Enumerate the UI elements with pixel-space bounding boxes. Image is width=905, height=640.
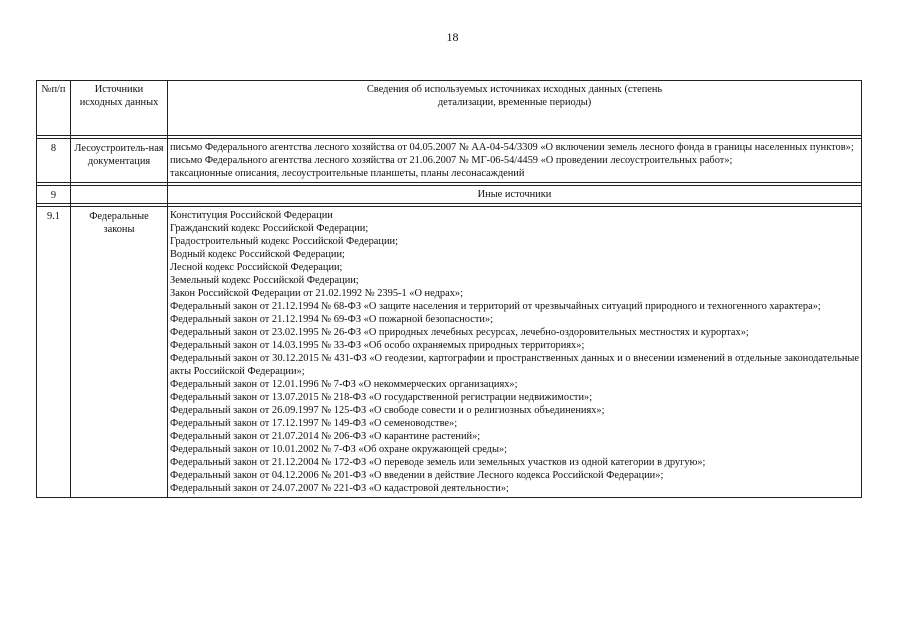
- law-line: Федеральный закон от 14.03.1995 № 33-ФЗ «Об особо охраняемых природных территориях»;: [170, 340, 585, 351]
- row-number: 8: [37, 139, 71, 183]
- sources-table: [36, 80, 862, 498]
- law-line: Федеральный закон от 21.12.2004 № 172-ФЗ «О переводе земель или земельных участков из одной категории в другую»;: [170, 457, 706, 468]
- law-line: Градостроительный кодекс Российской Федерации;: [170, 236, 398, 247]
- table-header-row: [37, 81, 862, 136]
- detail-line: письмо Федерального агентства лесного хозяйства от 04.05.2007 № АА-04-54/3309 «О включении земель лесного фонда в границы населенных пунктов»;: [170, 142, 854, 153]
- law-line: Лесной кодекс Российской Федерации;: [170, 262, 343, 273]
- law-line: Федеральный закон от 13.07.2015 № 218-ФЗ «О государственной регистрации недвижимости»;: [170, 392, 593, 403]
- law-line: Гражданский кодекс Российской Федерации;: [170, 223, 369, 234]
- law-line: Закон Российской Федерации от 21.02.1992 № 2395-1 «О недрах»;: [170, 288, 463, 299]
- header-sources: Источники исходных данных: [71, 81, 168, 136]
- row-details: [168, 139, 862, 183]
- row-number: 9: [37, 186, 71, 204]
- law-line: Водный кодекс Российской Федерации;: [170, 249, 345, 260]
- section-title: Иные источники: [168, 186, 862, 204]
- law-line: Федеральный закон от 04.12.2006 № 201-ФЗ «О введении в действие Лесного кодекса Российской Федерации»;: [170, 470, 664, 481]
- law-line: Земельный кодекс Российской Федерации;: [170, 275, 359, 286]
- law-line: Федеральный закон от 21.12.1994 № 68-ФЗ «О защите населения и территорий от чрезвычайных ситуаций природного и техногенного характера»;: [170, 301, 821, 312]
- detail-line: письмо Федерального агентства лесного хозяйства от 21.06.2007 № МГ-06-54/4459 «О проведении лесоустроительных работ»;: [170, 155, 733, 166]
- law-line: Федеральный закон от 23.02.1995 № 26-ФЗ «О природных лечебных ресурсах, лечебно-оздоровительных местностях и курортах»;: [170, 327, 749, 338]
- table-row: [37, 139, 862, 183]
- header-number: №п/п: [37, 81, 71, 136]
- detail-line: таксационные описания, лесоустроительные планшеты, планы лесонасаждений: [170, 168, 525, 179]
- law-line: Федеральный закон от 26.09.1997 № 125-ФЗ «О свободе совести и о религиозных объединениях»;: [170, 405, 605, 416]
- row-details: [168, 207, 862, 498]
- row-number: 9.1: [37, 207, 71, 498]
- law-line: Федеральный закон от 10.01.2002 № 7-ФЗ «Об охране окружающей среды»;: [170, 444, 508, 455]
- table-row: [37, 207, 862, 498]
- law-line: Федеральный закон от 21.12.1994 № 69-ФЗ «О пожарной безопасности»;: [170, 314, 494, 325]
- row-source: Лесоустроитель-ная документация: [71, 139, 168, 183]
- law-line: Федеральный закон от 30.12.2015 № 431-ФЗ «О геодезии, картографии и пространственных данных и о внесении изменений в отдельные законодательные акты Российской Федерации»;: [170, 353, 859, 377]
- header-details: Сведения об используемых источниках исходных данных (степень детализации, временные периоды): [168, 81, 862, 136]
- law-line: Федеральный закон от 12.01.1996 № 7-ФЗ «О некоммерческих организациях»;: [170, 379, 518, 390]
- law-line: Федеральный закон от 21.07.2014 № 206-ФЗ «О карантине растений»;: [170, 431, 481, 442]
- law-line: Федеральный закон от 24.07.2007 № 221-ФЗ «О кадастровой деятельности»;: [170, 483, 509, 494]
- page-number: 18: [446, 30, 459, 44]
- table-row: [37, 186, 862, 204]
- law-line: Федеральный закон от 17.12.1997 № 149-ФЗ «О семеноводстве»;: [170, 418, 458, 429]
- law-line: Конституция Российской Федерации: [170, 210, 333, 221]
- row-source: [71, 186, 168, 204]
- row-source: Федеральные законы: [71, 207, 168, 498]
